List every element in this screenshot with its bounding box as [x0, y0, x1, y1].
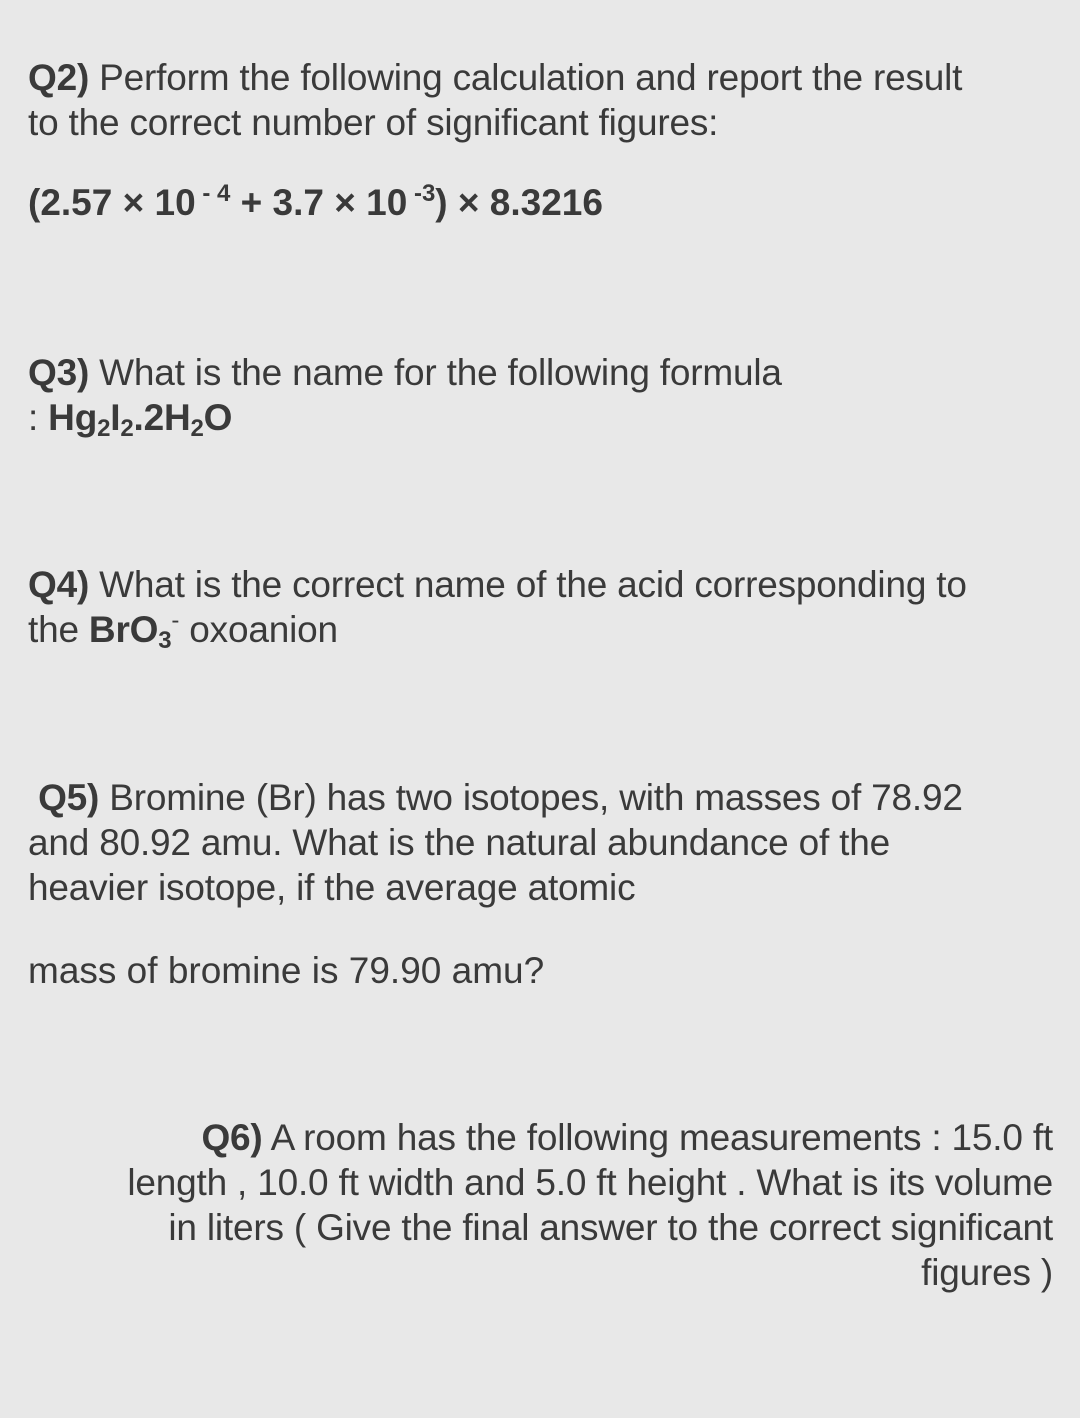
ion-sub: 3 — [158, 627, 172, 654]
question-6-text-line3: in liters ( Give the final answer to the correct significant — [168, 1207, 1053, 1248]
question-2-number: Q2) — [28, 57, 90, 98]
formula-sub-2: 2 — [120, 415, 134, 442]
question-3-text-line1: What is the name for the following formula — [89, 352, 782, 393]
expr-exponent-2: -3 — [407, 180, 436, 207]
question-6-text-line4: figures ) — [921, 1252, 1053, 1293]
ion-bro: BrO — [88, 609, 159, 650]
formula-hydrate: .2H — [133, 397, 191, 438]
question-5-continued: mass of bromine is 79.90 amu? — [28, 950, 545, 991]
formula-sub-1: 2 — [97, 415, 111, 442]
question-2-text-line2: to the correct number of significant figures: — [28, 102, 719, 143]
question-4-the: the — [28, 609, 89, 650]
expr-middle: + 3.7 × 10 — [230, 182, 408, 223]
formula-sub-3: 2 — [190, 415, 204, 442]
question-4-after: oxoanion — [179, 609, 338, 650]
question-3 — [28, 350, 1058, 440]
expr-exponent-1: - 4 — [195, 180, 231, 207]
question-3-formula — [48, 397, 233, 442]
question-6-text-line1: A room has the following measurements : 15.0 ft — [262, 1117, 1053, 1158]
question-4-ion — [88, 609, 172, 654]
question-6-text-line2: length , 10.0 ft width and 5.0 ft height . What is its volume — [127, 1162, 1053, 1203]
formula-o: O — [203, 397, 233, 438]
question-5-text-line1: Bromine (Br) has two isotopes, with masses of 78.92 — [99, 777, 963, 818]
question-5-text-line2: and 80.92 amu. What is the natural abundance of the — [28, 822, 890, 863]
question-4-text-line1: What is the correct name of the acid corresponding to — [89, 564, 967, 605]
question-5-number: Q5) — [38, 777, 100, 818]
question-5 — [28, 775, 1058, 910]
question-3-prefix: : — [28, 397, 49, 438]
question-2-expression — [28, 182, 603, 224]
formula-i: I — [110, 397, 121, 438]
ion-charge: - — [171, 607, 180, 634]
question-6 — [60, 1115, 1053, 1295]
question-5-text-line3: heavier isotope, if the average atomic — [28, 867, 636, 908]
question-6-number: Q6) — [201, 1117, 263, 1158]
question-4 — [28, 562, 1068, 652]
expr-close: ) × 8.3216 — [435, 182, 603, 223]
question-3-number: Q3) — [28, 352, 90, 393]
formula-hg: Hg — [48, 397, 98, 438]
question-2 — [28, 55, 1058, 145]
expr-open: (2.57 × 10 — [28, 182, 196, 223]
question-4-number: Q4) — [28, 564, 90, 605]
question-2-text-line1: Perform the following calculation and report the result — [89, 57, 963, 98]
